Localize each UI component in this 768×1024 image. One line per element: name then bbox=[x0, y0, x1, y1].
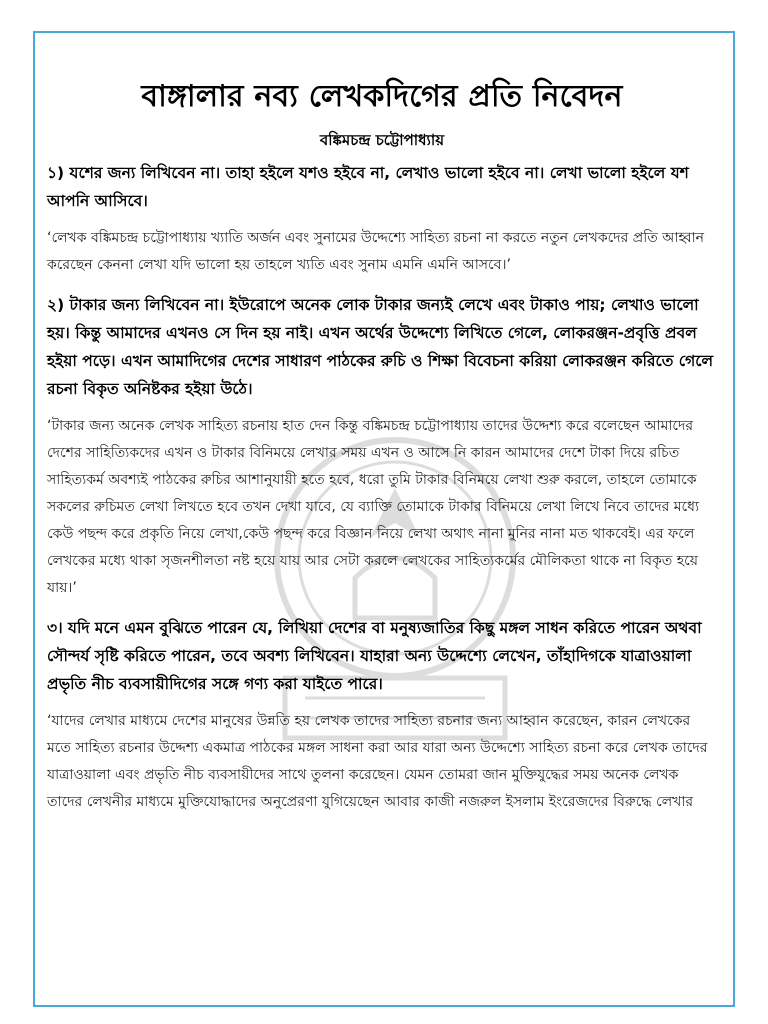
section-1-quote: ১) যশের জন্য লিখিবেন না। তাহা হইলে যশও হইবে না, লেখাও ভালো হইবে না। লেখা ভালো হইলে যশ আপনি আসিবে। bbox=[47, 164, 689, 210]
document-body bbox=[47, 33, 717, 816]
section-2-quote: ২) টাকার জন্য লিখিবেন না। ইউরোপে অনেক লোক টাকার জন্যই লেখে এবং টাকাও পায়; লেখাও ভালো হয়। কিন্তু আমাদের এখনও সে দিন হয় নাই। এখন অর্থের উদ্দেশ্যে লিখিতে গেলে, লোকরঞ্জন-প্রবৃত্তি প্রবল হইয়া পড়ে। এখন আমাদিগের দেশের সাধারণ পাঠকের রুচি ও শিক্ষা বিবেচনা করিয়া লোকরঞ্জন করিতে গেলে রচনা বিকৃত অনিষ্টকর হইয়া উঠে। bbox=[47, 296, 714, 398]
section-3-explanation: ‘যাদের লেখার মাধ্যমে দেশের মানুষের উন্নতি হয় লেখক তাদের সাহিত্য রচনার জন্য আহ্বান করেছেন, কারন লেখকের মতে সাহিত্য রচনার উদ্দেশ্য একমাত্র পাঠকের মঙ্গল সাধনা করা আর যারা অন্য উদ্দেশ্যে সাহিত্য রচনা করে লেখক তাদের যাত্রাওয়ালা এবং প্রভৃতি নীচ ব্যবসায়ীদের সাথে তুলনা করেছেন। যেমন তোমরা জান মুক্তিযুদ্ধের সময় অনেক লেখক তাদের লেখনীর মাধ্যমে মুক্তিযোদ্ধাদের অনুপ্রেরণা যুগিয়েছেন আবার কাজী নজরুল ইসলাম ইংরেজদের বিরুদ্ধে লেখার bbox=[47, 713, 708, 810]
author-name: বঙ্কিমচন্দ্র চট্টোপাধ্যায় bbox=[319, 131, 445, 149]
page-frame bbox=[33, 31, 735, 1007]
section-1-explanation: ‘লেখক বঙ্কিমচন্দ্র চট্টোপাধ্যায় খ্যাতি অর্জন এবং সুনামের উদ্দেশ্যে সাহিত্য রচনা না করতে নতুন লেখকদের প্রতি আহ্বান করেছেন কেননা লেখা যদি ভালো হয় তাহলে খ্যতি এবং সুনাম এমনি এমনি আসবে।’ bbox=[47, 230, 704, 273]
document-title: বাঙ্গালার নব্য লেখকদিগের প্রতি নিবেদন bbox=[141, 79, 623, 114]
section-3-quote: ৩। যদি মনে এমন বুঝিতে পারেন যে, লিখিয়া দেশের বা মনুষ্যজাতির কিছু মঙ্গল সাধন করিতে পারেন অথবা সৌন্দর্য সৃষ্টি করিতে পারেন, তবে অবশ্য লিখিবেন। যাহারা অন্য উদ্দেশ্যে লেখেন, তাঁহাদিগকে যাত্রাওয়ালা প্রভৃতি নীচ ব্যবসায়ীদিগের সঙ্গে গণ্য করা যাইতে পারে। bbox=[47, 619, 702, 693]
section-2-explanation: ‘টাকার জন্য অনেক লেখক সাহিত্য রচনায় হাত দেন কিন্তু বঙ্কিমচন্দ্র চট্টোপাধ্যায় তাদের উদ্দেশ্য করে বলেছেন আমাদের দেশের সাহিত্যিকদের এখন ও টাকার বিনিময়ে লেখার সময় এখন ও আসে নি কারন আমাদের দেশে টাকা দিয়ে রচিত সাহিত্যকর্ম অবশ্যই পাঠকের রুচির আশানুযায়ী হতে হবে, ধরো তুমি টাকার বিনিময়ে লেখা শুরু করলে, তাহলে তোমাকে সকলের রুচিমত লেখা লিখতে হবে তখন দেখা যাবে, যে ব্যাক্তি তোমাকে টাকার বিনিময়ে লেখা লিখে নিবে তাদের মধ্যে কেউ পছন্দ করে প্রকৃতি নিয়ে লেখা,কেউ পছন্দ করে বিজ্ঞান নিয়ে লেখা অথাৎ নানা মুনির নানা মত থাকবেই। এর ফলে লেখকের মধ্যে থাকা সৃজনশীলতা নষ্ট হয়ে যায় আর সেটা করলে লেখকের সাহিত্যকর্মের মৌলিকতা থাকে না বিকৃত হয়ে যায়।’ bbox=[47, 418, 700, 596]
